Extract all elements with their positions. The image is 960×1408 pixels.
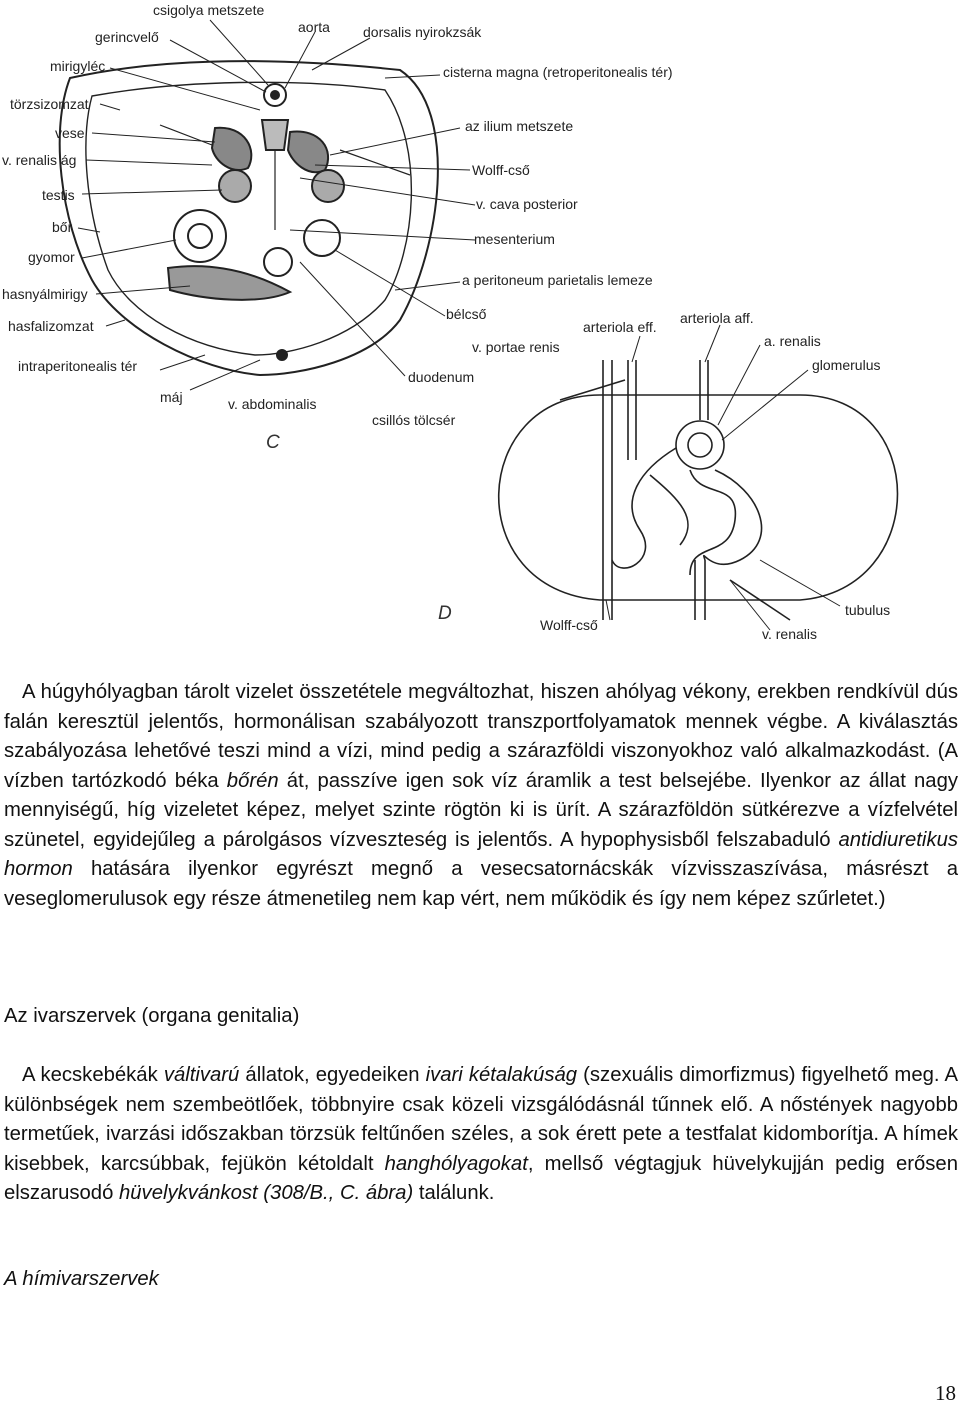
body-wall-outline [60,61,438,375]
kidney-right [288,132,328,173]
italic-term: antidiuretikus hormon [4,828,958,880]
figure-letter-c: C [266,432,280,453]
label-tubulus: tubulus [845,602,891,618]
label-mirigylec: mirigyléc [50,58,106,74]
text-run: , mellső végtagjuk hüvelykujján pedig erősen elszarusodó [4,1152,958,1204]
label-hasfalizomzat: hasfalizomzat [8,318,94,334]
label-duodenum: duodenum [408,369,475,385]
gut-section [304,220,340,256]
label-wolff-cso-d: Wolff-cső [540,617,598,633]
label-hasnyalmirigy: hasnyálmirigy [2,286,88,302]
liver-section [168,266,290,300]
stomach-section [174,210,226,262]
testis-left [219,170,251,202]
label-v-abdominalis: v. abdominalis [228,396,317,412]
anatomical-figure [0,0,960,660]
paragraph-sexual-dimorphism [4,1061,958,1209]
text-run: (szexuális dimorfizmus) figyelhető meg. A különbségek nem szembeötlőek, többnyire csak közeli vizsgálódásnál tűnnek elő. A nőstények nagyobb termetűek, ivarzási időszakban törzsük feltűnően széles, a sok érett pete a testfalat kidomborítja. A hímek kisebbek, karcsúbbak, fejükön kétoldalt [4,1064,958,1175]
label-aorta: aorta [298,19,330,35]
figure-letter-d: D [438,603,452,624]
testis-right [312,170,344,202]
label-arteriola-eff: arteriola eff. [583,319,657,335]
paragraph-2-body [4,1061,958,1209]
label-intraperitonealis-ter: intraperitonealis tér [18,358,138,374]
label-cisterna-magna: cisterna magna (retroperitonealis tér) [443,64,673,80]
label-v-cava-posterior: v. cava posterior [476,196,578,212]
label-v-renalis: v. renalis [762,626,817,642]
label-torzsizomzat: törzsizomzat [10,96,89,112]
label-wolff-cso-c: Wolff-cső [472,162,530,178]
label-testis: testis [42,187,75,203]
italic-term: bőrén [226,769,279,792]
figure-drawing [0,0,960,660]
kidney-outline [499,395,898,600]
label-peritoneum-parietalis: a peritoneum parietalis lemeze [462,272,653,288]
label-arteriola-aff: arteriola aff. [680,310,754,326]
label-bor: bőr [52,219,73,235]
label-gerincvelo: gerincvelő [95,29,159,45]
text-run: A kecskebékák [22,1064,164,1086]
paragraph-urine-regulation [4,678,958,914]
section-heading-genitalia: Az ivarszervek (organa genitalia) [4,1005,300,1027]
label-csillos-tolcser: csillós tölcsér [372,412,456,428]
inner-wall-line [86,82,411,355]
text-run: A húgyhólyagban tárolt vizelet összetétele megváltozhat, hiszen ahólyag vékony, erekben rendkívül dús falán keresztül jelentős, hormonálisan szabályozott transzportfolyamatok mennek végbe. A kiválasztás szabályozása lehetővé teszi mind a vízi, mind pedig a szárazföldi viszonyokhoz való alkalmazkodást. (A vízben tartózkodó béka [4,681,958,792]
label-ilium-metszete: az ilium metszete [465,118,574,134]
italic-term: hanghólyagokat [384,1152,528,1175]
label-v-renalis-ag: v. renalis ág [2,152,77,168]
paragraph-1-body [4,678,958,914]
label-mesenterium: mesenterium [474,231,555,247]
label-vese: vese [55,125,85,141]
label-belcso: bélcső [446,306,487,322]
label-a-renalis: a. renalis [764,333,821,349]
italic-term: ivari kétalakúság [425,1064,578,1086]
label-csigolya-metszete: csigolya metszete [153,2,265,18]
page-number: 18 [935,1381,956,1405]
glomerulus-drawing [676,421,724,469]
label-gyomor: gyomor [28,249,75,265]
italic-term: hüvelykvánkost (308/B., C. ábra) [119,1182,414,1204]
label-dorsalis-nyirokzsak: dorsalis nyirokzsák [363,24,482,40]
kidney-left [212,128,251,170]
text-run: találunk. [413,1182,495,1204]
label-glomerulus: glomerulus [812,357,881,373]
text-run: át, passzíve igen sok víz áramlik a test belsejébe. Ilyenkor az állat nagy mennyiségű, híg vizeletet képez, melyet szinte rögtön ki is ürít. A szárazföldön sütkérezve a vízfelvétel szünetel, egyidejűleg a párolgásos vízveszteség is jelentős. A hypophysisből felszabaduló [4,769,958,851]
subsection-heading-male-organs: A hímivarszervek [4,1268,159,1290]
text-run: hatására ilyenkor egyrészt megnő a vesecsatornácskák vízvisszaszívása, másrészt a veseglomerulusok egy része átmenetileg nem kap vért, nem működik és így nem képez szűrletet.) [4,858,958,910]
text-run: állatok, egyedeiken [239,1064,426,1086]
label-v-portae-renis: v. portae renis [472,339,560,355]
label-maj: máj [160,389,183,405]
italic-term: váltivarú [163,1064,240,1086]
